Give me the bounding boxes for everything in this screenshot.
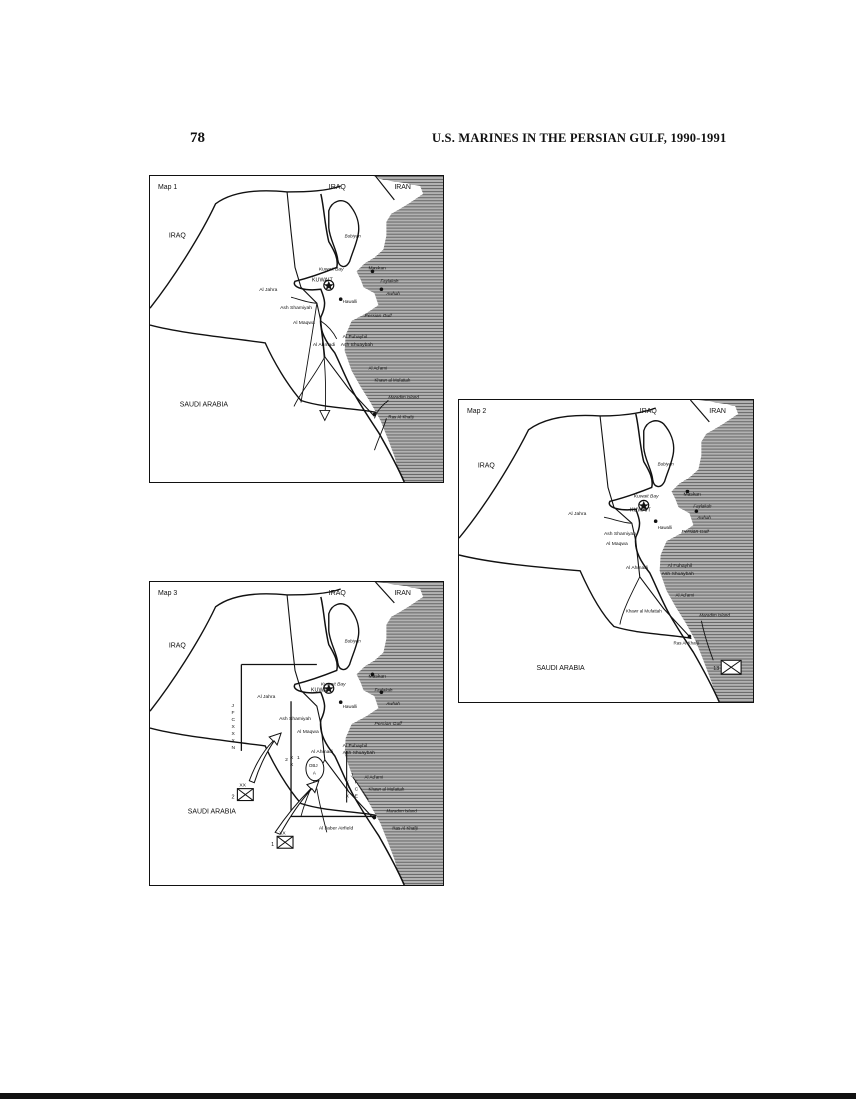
unit-symbol: [277, 830, 293, 848]
objective-marker: [306, 757, 324, 781]
place-label: Kuwait Bay: [318, 267, 344, 273]
unit-number: 2: [231, 794, 235, 801]
place-label: Al Maqwa: [606, 542, 628, 548]
svg-text:X: X: [231, 731, 235, 737]
unit-symbol: [237, 783, 253, 801]
place-label: Ash Shamiyah: [279, 717, 312, 723]
place-label: Maskan: [683, 492, 701, 498]
svg-text:E: E: [354, 794, 358, 800]
svg-text:J: J: [231, 704, 234, 710]
map-title: Map 3: [157, 589, 178, 597]
svg-text:1: 1: [296, 755, 300, 761]
place-label: Ash Shuaybah: [661, 571, 694, 577]
movement-arrow: [320, 410, 330, 420]
svg-text:X: X: [345, 794, 349, 800]
movement-arrow: [374, 418, 386, 450]
objective-label: OBJ: [308, 762, 318, 768]
place-label: Awhah: [386, 701, 400, 707]
place-label: Ash Shamiyah: [604, 532, 636, 538]
movement-arrow: [301, 303, 317, 402]
road: [620, 577, 640, 625]
place-label: Al Jahra: [257, 695, 276, 701]
town-marker: [380, 287, 384, 291]
town-marker: [695, 509, 699, 513]
jfcn-boundary-label: [231, 703, 235, 751]
road: [294, 357, 325, 407]
place-label: Awhah: [386, 291, 400, 297]
echelon-mark: XX: [239, 783, 246, 789]
echelon-mark: XX: [279, 831, 286, 837]
place-label: Faylakah: [374, 687, 393, 693]
place-label: Persian Gulf: [374, 722, 402, 728]
svg-text:X: X: [345, 787, 349, 793]
iran-border: [375, 582, 394, 603]
place-label: Maradim Island: [699, 612, 730, 618]
place-label: Maradim Island: [386, 808, 417, 814]
place-label: Maskan: [368, 674, 386, 680]
svg-text:N: N: [231, 745, 236, 751]
place-label: Al Ad'ami: [364, 774, 383, 780]
place-label: Al Fuhayhil: [342, 334, 368, 340]
place-label: Al Jahra: [259, 288, 278, 294]
unit-symbol: [721, 660, 741, 674]
place-label: Maskan: [368, 266, 386, 272]
place-label: Faylakah: [693, 503, 712, 509]
country-label: SAUDI ARABIA: [187, 808, 236, 816]
town-marker: [373, 413, 377, 417]
place-label: Al Fuhayhil: [667, 563, 693, 569]
country-label: IRAN: [394, 183, 411, 191]
map-2: [458, 399, 754, 703]
page-number: 78: [190, 130, 205, 146]
place-label: Al Maqwa: [293, 321, 315, 327]
place-label: Kuwait Bay: [633, 494, 659, 500]
town-marker: [654, 519, 658, 523]
bubiyan-island: [329, 604, 359, 670]
place-label: Ras Al Khafji: [388, 414, 414, 420]
svg-text:C: C: [354, 787, 359, 793]
place-label: Ash Shamiyah: [280, 306, 313, 312]
gulf-water: [342, 176, 443, 482]
bubiyan-island: [644, 421, 674, 487]
place-label: Bubiyan: [344, 233, 361, 239]
svg-text:X: X: [231, 738, 235, 744]
attack-arrow: [249, 733, 281, 783]
place-label: Al Ad'ami: [675, 592, 694, 598]
road: [291, 297, 317, 303]
objective-label: A: [312, 770, 316, 776]
place-label: Khawr al Mufattah: [625, 608, 662, 614]
place-label: Al Maqwa: [296, 730, 319, 736]
country-label: IRAN: [394, 589, 411, 597]
place-label: Maradim Island: [388, 394, 419, 400]
place-label: Ras Al Khafji: [673, 640, 699, 646]
place-label: Persian Gulf: [364, 314, 392, 320]
map-3: [149, 581, 444, 886]
country-label: IRAQ: [328, 589, 346, 597]
svg-text:X: X: [231, 725, 235, 731]
map-1-figure: [150, 176, 443, 482]
unit-number: 1: [271, 842, 275, 849]
country-label: IRAQ: [328, 183, 346, 191]
place-label: Khawr al Mufattah: [374, 377, 411, 383]
place-label: Al Ad'ami: [368, 365, 387, 371]
place-label: Hawalli: [342, 704, 358, 710]
country-label: IRAQ: [168, 232, 186, 240]
svg-text:X: X: [345, 780, 349, 786]
country-label: KUWAIT: [311, 277, 333, 284]
town-marker: [373, 816, 377, 820]
place-label: Khawr al Mufattah: [368, 786, 405, 792]
map-1: [149, 175, 444, 483]
svg-text:X: X: [290, 755, 294, 761]
place-label: Bubiyan: [657, 461, 674, 467]
country-label: SAUDI ARABIA: [179, 401, 228, 409]
place-label: Awhah: [697, 515, 711, 521]
place-label: Hawalli: [657, 525, 673, 531]
country-label: IRAQ: [168, 642, 186, 650]
country-label: IRAQ: [639, 407, 657, 415]
place-label: Al Jaber Airfield: [318, 826, 354, 832]
svg-text:F: F: [231, 711, 235, 717]
map-3-figure: [150, 582, 443, 885]
country-label: IRAN: [709, 407, 726, 415]
gulf-water: [342, 582, 443, 885]
map-2-figure: [459, 400, 753, 702]
division-boundary-label: [285, 755, 300, 768]
place-label: Bubiyan: [344, 638, 361, 644]
svg-text:F: F: [354, 780, 358, 786]
map-title: Map 1: [157, 183, 178, 191]
place-label: Al Ahmadi: [310, 749, 334, 755]
place-label: Al Jahra: [568, 512, 587, 518]
kuwait-border: [459, 555, 691, 638]
place-label: Al Fuhayhil: [342, 743, 368, 749]
attack-arrow: [275, 781, 319, 835]
map-title: Map 2: [466, 407, 487, 415]
place-label: Al Ahmadi: [312, 342, 336, 348]
place-label: Hawalli: [342, 299, 358, 305]
country-label: KUWAIT: [310, 687, 332, 694]
svg-text:X: X: [290, 762, 294, 768]
svg-text:C: C: [231, 718, 236, 724]
place-label: Ras Al Khafji: [392, 825, 418, 831]
country-label: IRAQ: [477, 462, 495, 470]
place-label: Faylakah: [380, 278, 399, 284]
svg-text:J: J: [350, 773, 354, 779]
iran-border: [690, 400, 709, 422]
town-marker: [688, 635, 692, 639]
unit-number: 13: [713, 666, 720, 673]
country-label: SAUDI ARABIA: [536, 665, 585, 673]
place-label: Kuwait Bay: [320, 682, 346, 688]
running-title: U.S. MARINES IN THE PERSIAN GULF, 1990-1991: [432, 131, 727, 145]
place-label: Ash Shuaybah: [342, 750, 375, 756]
svg-text:2: 2: [285, 757, 288, 763]
place-label: Ash Shuaybah: [340, 342, 373, 348]
place-label: Persian Gulf: [681, 530, 709, 536]
place-label: Al Ahmadi: [625, 565, 649, 571]
bottom-rule: [0, 1093, 856, 1099]
country-label: KUWAIT: [629, 507, 651, 514]
